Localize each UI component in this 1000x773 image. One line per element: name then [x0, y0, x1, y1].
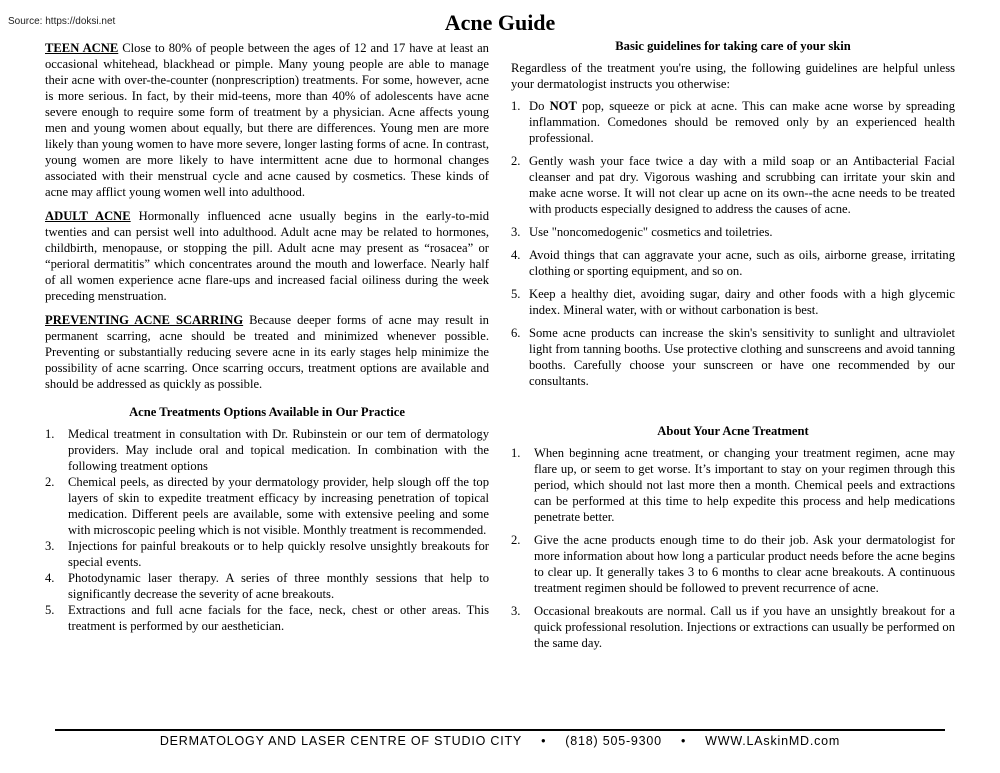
list-text: Photodynamic laser therapy. A series of three monthly sessions that help to significantly decrease the severity of acne breakouts. [68, 571, 489, 601]
list-item [511, 603, 955, 651]
treatments-heading: Acne Treatments Options Available in Our Practice [129, 405, 405, 419]
list-text: Gently wash your face twice a day with a mild soap or an Antibacterial Facial cleanser and pat dry. Vigorous washing and scrubbing can irritate your skin and make acne worse. It will not clear up acne on its own--the acne needs to be treated with products especially designed to address the causes of acne. [529, 154, 955, 216]
list-item [511, 532, 955, 596]
list-text: Extractions and full acne facials for the face, neck, chest or other areas. This treatment is performed by our aesthetician. [68, 603, 489, 633]
right-column [511, 38, 955, 658]
list-text: Use "noncomedogenic" cosmetics and toiletries. [529, 225, 773, 239]
guidelines-heading: Basic guidelines for taking care of your skin [615, 39, 851, 53]
list-item [511, 286, 955, 318]
list-number: 2. [511, 154, 521, 168]
footer [0, 734, 1000, 748]
teen-acne-heading: TEEN ACNE [45, 41, 119, 55]
list-number: 4. [45, 571, 55, 585]
list-number: 1. [45, 427, 55, 441]
list-item [511, 153, 955, 217]
treatments-list [45, 426, 489, 634]
about-heading: About Your Acne Treatment [657, 424, 809, 438]
prevent-scarring-text: Because deeper forms of acne may result in permanent scarring, acne should be treated and minimized whenever possible. Preventing or substantially reducing severe acne in its early stages help minimize the possibility of acne scarring. Once scarring occurs, treatment options are available and should be addressed as quickly as possible. [45, 313, 489, 391]
footer-divider [55, 729, 945, 731]
adult-acne-heading: ADULT ACNE [45, 209, 131, 223]
list-text: Avoid things that can aggravate your acne, such as oils, airborne grease, irritating clothing or sporting equipment, and so on. [529, 248, 955, 278]
footer-phone: (818) 505-9300 [565, 734, 662, 748]
adult-acne-paragraph [45, 208, 489, 304]
list-item [45, 474, 489, 538]
list-number: 3. [511, 604, 521, 618]
list-number: 3. [511, 225, 521, 239]
prevent-scarring-heading: PREVENTING ACNE SCARRING [45, 313, 244, 327]
list-item [45, 602, 489, 634]
list-text: Some acne products can increase the skin's sensitivity to sunlight and ultraviolet light from tanning booths. Use protective clothing and sunscreens and avoid tanning booths. Carefully choose your sunscreen or have one recommended by our consultants. [529, 326, 955, 388]
list-item [45, 538, 489, 570]
guidelines-intro: Regardless of the treatment you're using, the following guidelines are helpful unless your dermatologist instructs you otherwise: [511, 61, 955, 91]
list-number: 6. [511, 326, 521, 340]
list-text: When beginning acne treatment, or changing your treatment regimen, acne may flare up, or seem to get worse. It’s important to stay on your regimen through this period, which should not last more then a month. Chemical peels and extractions can be performed at this time to help expedite this process and help medications penetrate better. [534, 446, 955, 524]
list-text: Keep a healthy diet, avoiding sugar, dairy and other foods with a high glycemic index. Mineral water, with or without carbonation is best. [529, 287, 955, 317]
list-text: Medical treatment in consultation with Dr. Rubinstein or our tem of dermatology providers. May include oral and topical medication. In combination with the following treatment options [68, 427, 489, 473]
list-number: 3. [45, 539, 55, 553]
list-number: 5. [45, 603, 55, 617]
footer-separator: • [541, 734, 547, 748]
footer-separator: • [680, 734, 687, 748]
footer-website: WWW.LAskinMD.com [705, 734, 841, 748]
teen-acne-paragraph [45, 40, 489, 200]
list-item [511, 224, 955, 240]
about-list [511, 445, 955, 651]
source-caption: Source: https://doksi.net [8, 16, 116, 27]
list-item [511, 325, 955, 389]
list-item [511, 445, 955, 525]
list-text-pre: Do [529, 99, 550, 113]
guidelines-list [511, 98, 955, 389]
list-text: Chemical peels, as directed by your dermatology provider, help slough off the top layers of skin to expedite treatment efficacy by increasing penetration of topical medication. Different peels are available, some with extensive peeling and some with microscopic peeling which is not visible. Monthly treatment is recommended. [68, 475, 489, 537]
list-text-post: pop, squeeze or pick at acne. This can make acne worse by spreading inflammation. Comedones should be removed only by an experienced health professional. [529, 99, 955, 145]
list-number: 1. [511, 446, 521, 460]
list-text-emphasis: NOT [549, 99, 577, 113]
adult-acne-text: Hormonally influenced acne usually begins in the early-to-mid twenties and can persist well into adulthood. Adult acne may be related to hormones, childbirth, menopause, or stopping the pill. Adult acne may present as “rosacea” or “perioral dermatitis” which concentrates around the mouth and lowerface. Nearly half of all women experience acne flare-ups and increased facial oiliness during the week preceding menstruation. [45, 209, 489, 303]
list-number: 4. [511, 248, 521, 262]
list-number: 1. [511, 99, 521, 113]
list-item [45, 570, 489, 602]
list-number: 5. [511, 287, 521, 301]
list-text: Occasional breakouts are normal. Call us if you have an unsightly breakout for a quick professional resolution. Injections or extractions can usually be performed on the same day. [534, 604, 955, 650]
teen-acne-text: Close to 80% of people between the ages of 12 and 17 have at least an occasional whitehead, blackhead or pimple. Many young people are able to manage their acne with over-the-counter (nonprescription) treatments. For some, however, acne is more serious. In fact, by their mid-teens, more than 40% of adolescents have acne severe enough to require some form of treatment by a physician. Acne affects young men and young women about equally, but there are differences. Young men are more likely than young women to have more severe, longer lasting forms of acne. In contrast, young women are more likely to have intermittent acne due to hormonal changes associated with their menstrual cycle and acne caused by cosmetics. These kinds of acne may afflict young women well into adulthood. [45, 41, 489, 199]
page-title: Acne Guide [444, 10, 556, 35]
footer-practice-name: DERMATOLOGY AND LASER CENTRE OF STUDIO CITY [159, 734, 523, 748]
list-item [511, 247, 955, 279]
left-column [45, 40, 489, 634]
list-item [45, 426, 489, 474]
list-text: Injections for painful breakouts or to help quickly resolve unsightly breakouts for special events. [68, 539, 489, 569]
list-number: 2. [511, 533, 521, 547]
prevent-scarring-paragraph [45, 312, 489, 392]
list-text: Give the acne products enough time to do their job. Ask your dermatologist for more information about how long a particular product needs before the acne begins to clear up. It generally takes 3 to 6 months to clear acne breakouts. A continuous treatment regimen should be followed to prevent recurrence of acne. [534, 533, 955, 595]
list-number: 2. [45, 475, 55, 489]
list-item [511, 98, 955, 146]
